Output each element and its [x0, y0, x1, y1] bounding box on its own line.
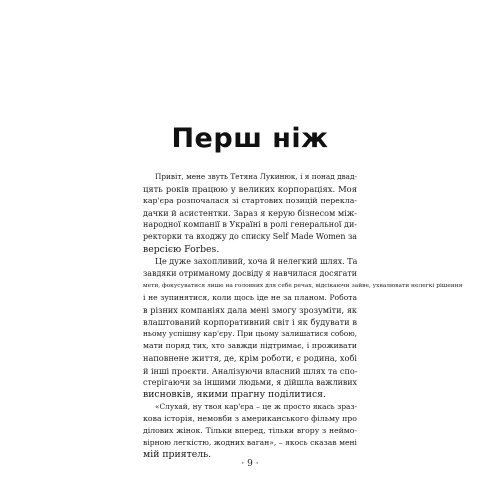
text-line: «Слухай, ну твоя кар'єра – це ж просто якась зраз- [155, 401, 357, 411]
body-text [143, 171, 463, 461]
text-line: наповнене життя, де, крім роботи, є родина, хобі [143, 353, 357, 364]
text-line: стерігаючи за іншими людьми, я дійшла важливих [143, 377, 357, 387]
paragraph-3 [143, 401, 357, 461]
text-line: народної компанії в Україні в ролі генеральної ди- [143, 220, 357, 230]
text-line: ньому успішну кар'єру. При цьому залишатися собою, [143, 329, 357, 339]
text-line: влаштований корпоративний світ і як будувати в [143, 317, 357, 328]
text-line: мати поряд тих, хто завжди підтримає, і проживати [143, 341, 357, 351]
text-line: кар'єра розпочалася зі стартових позицій перекла- [143, 196, 357, 206]
text-line: Це дуже захопливий, хоча й нелегкий шлях. Та [155, 256, 358, 266]
text-line: кова історія, немовби з американського фільму про [143, 413, 357, 423]
text-line: і не зупинятися, коли щось іде не за планом. Робота [143, 292, 357, 302]
text-line: вірною легкістю, жодних ваган», – якось сказав мені [143, 438, 357, 448]
chapter-title: Перш ніж [171, 123, 329, 154]
text-line: мети, фокусуватися лише на головних для себе речах, відсікаючи зайве, ухвалювати нелегкі рішення [143, 282, 463, 289]
text-line: ректорки та входжу до списку Self Made Women за [143, 232, 357, 242]
text-line: цять років працюю у великих корпораціях. Моя [143, 184, 357, 195]
text-line: завдяки отриманому досвіду я навчилася досягати [143, 268, 358, 278]
text-line: ділових жінок. Тільки вперед, тільки вгору з неймо- [143, 425, 357, 435]
text-line: в різних компаніях дала мені змогу зрозуміти, як [143, 305, 357, 316]
text-line: й інші проєкти. Аналізуючи власний шлях та спо- [143, 365, 358, 376]
text-line: мій приятель. [143, 449, 212, 461]
text-line: версією Forbes. [143, 243, 220, 255]
text-line: дачки й асистентки. Зараз я керую бізнесом між- [143, 208, 357, 219]
page-number: · 9 · [241, 459, 259, 469]
text-line: Привіт, мене звуть Тетяна Лукинюк, і я понад двад- [155, 172, 357, 181]
paragraph-2 [143, 256, 463, 401]
text-line: висновків, якими прагну поділитися. [143, 388, 326, 400]
paragraph-1 [143, 171, 357, 256]
